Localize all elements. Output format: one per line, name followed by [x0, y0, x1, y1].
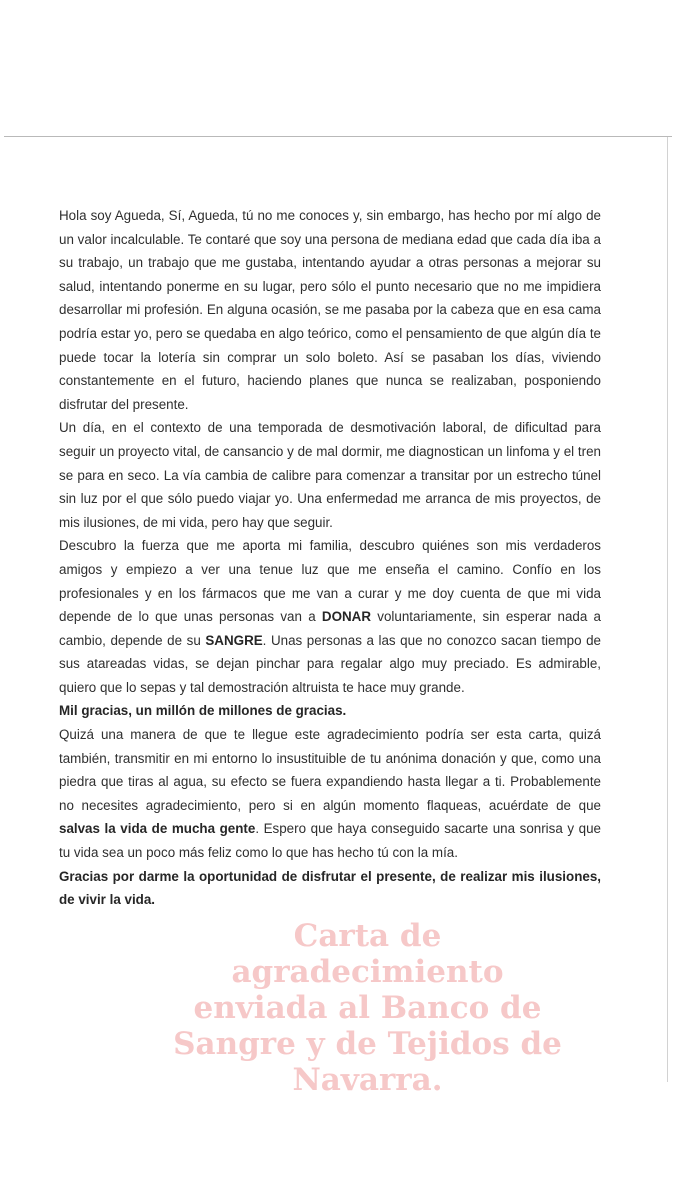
caption-line-1: Carta de [293, 918, 442, 954]
caption-line-3: enviada al Banco de [193, 990, 542, 1026]
caption-line-5: Navarra. [292, 1062, 443, 1098]
scan-edge-top [4, 136, 672, 137]
caption-line-2: agradecimiento [231, 954, 504, 990]
caption-line-4: Sangre y de Tejidos de [173, 1026, 562, 1062]
letter-paragraph-6 [59, 865, 601, 912]
thanks-line: Mil gracias, un millón de millones de gracias. [59, 703, 347, 719]
scan-edge-right [667, 137, 668, 1082]
letter-paragraph-1: Hola soy Agueda, Sí, Agueda, tú no me conoces y, sin embargo, has hecho por mí algo de un valor incalculable. Te contaré que soy una persona de mediana edad que cada día iba a su trabajo, un trabajo que me gustaba, intentando ayudar a otras personas a mejorar su salud, intentando ponerme en su lugar, pero sólo el punto necesario que no me impidiera desarrollar mi profesión. En alguna ocasión, se me pasaba por la cabeza que en esa cama podría estar yo, pero se quedaba en algo teórico, como el pensamiento de que algún día te puede tocar la lotería sin comprar un solo boleto. Así se pasaban los días, viviendo constantemente en el futuro, haciendo planes que nunca se realizaban, posponiendo disfrutar del presente. [59, 208, 601, 412]
closing-line: Gracias por darme la oportunidad de disfrutar el presente, de realizar mis ilusiones, de vivir la vida. [59, 868, 601, 908]
salvas-la-vida-emphasis: salvas la vida de mucha gente [59, 821, 256, 837]
letter-paragraph-4 [59, 699, 601, 723]
letter-body [59, 204, 601, 912]
paragraph-3-text-a: Descubro la fuerza que me aporta mi familia, descubro quiénes son mis verdaderos amigos y empiezo a ver una tenue luz que me enseña el camino. Confío en los profesionales y en los fármacos que me van a curar y me doy cuenta de que mi vida depende de lo que unas personas van a [59, 538, 601, 625]
overlay-caption [120, 918, 615, 1098]
letter-paragraph-5 [59, 723, 601, 865]
paragraph-5-text-a: Quizá una manera de que te llegue este agradecimiento podría ser esta carta, quizá también, transmitir en mi entorno lo insustituible de tu anónima donación y que, como una piedra que tiras al agua, su efecto se fuera expandiendo hasta llegar a ti. Probablemente no necesites agradecimiento, pero si en algún momento flaqueas, acuérdate de que [59, 727, 601, 813]
letter-paragraph-3 [59, 534, 601, 699]
paragraph-3-text-c: . Unas personas a las que no conozco sacan tiempo de sus atareadas vidas, se dejan pinchar para regalar algo muy preciado. Es admirable, quiero que lo sepas y tal demostración altruista te hace muy grande. [59, 632, 601, 695]
letter-paragraph-2: Un día, en el contexto de una temporada de desmotivación laboral, de dificultad para seguir un proyecto vital, de cansancio y de mal dormir, me diagnostican un linfoma y el tren se para en seco. La vía cambia de calibre para comenzar a transitar por un estrecho túnel sin luz por el que sólo puedo viajar yo. Una enfermedad me arranca de mis proyectos, de mis ilusiones, de mi vida, pero hay que seguir. [59, 420, 601, 530]
donar-emphasis: DONAR [321, 609, 372, 625]
paragraph-5-text-b: . Espero que haya conseguido sacarte una sonrisa y que tu vida sea un poco más feliz como lo que has hecho tú con la mía. [59, 821, 601, 861]
sangre-emphasis: SANGRE [205, 632, 263, 648]
paragraph-3-text-b: voluntariamente, sin esperar nada a cambio, depende de su [59, 609, 601, 648]
